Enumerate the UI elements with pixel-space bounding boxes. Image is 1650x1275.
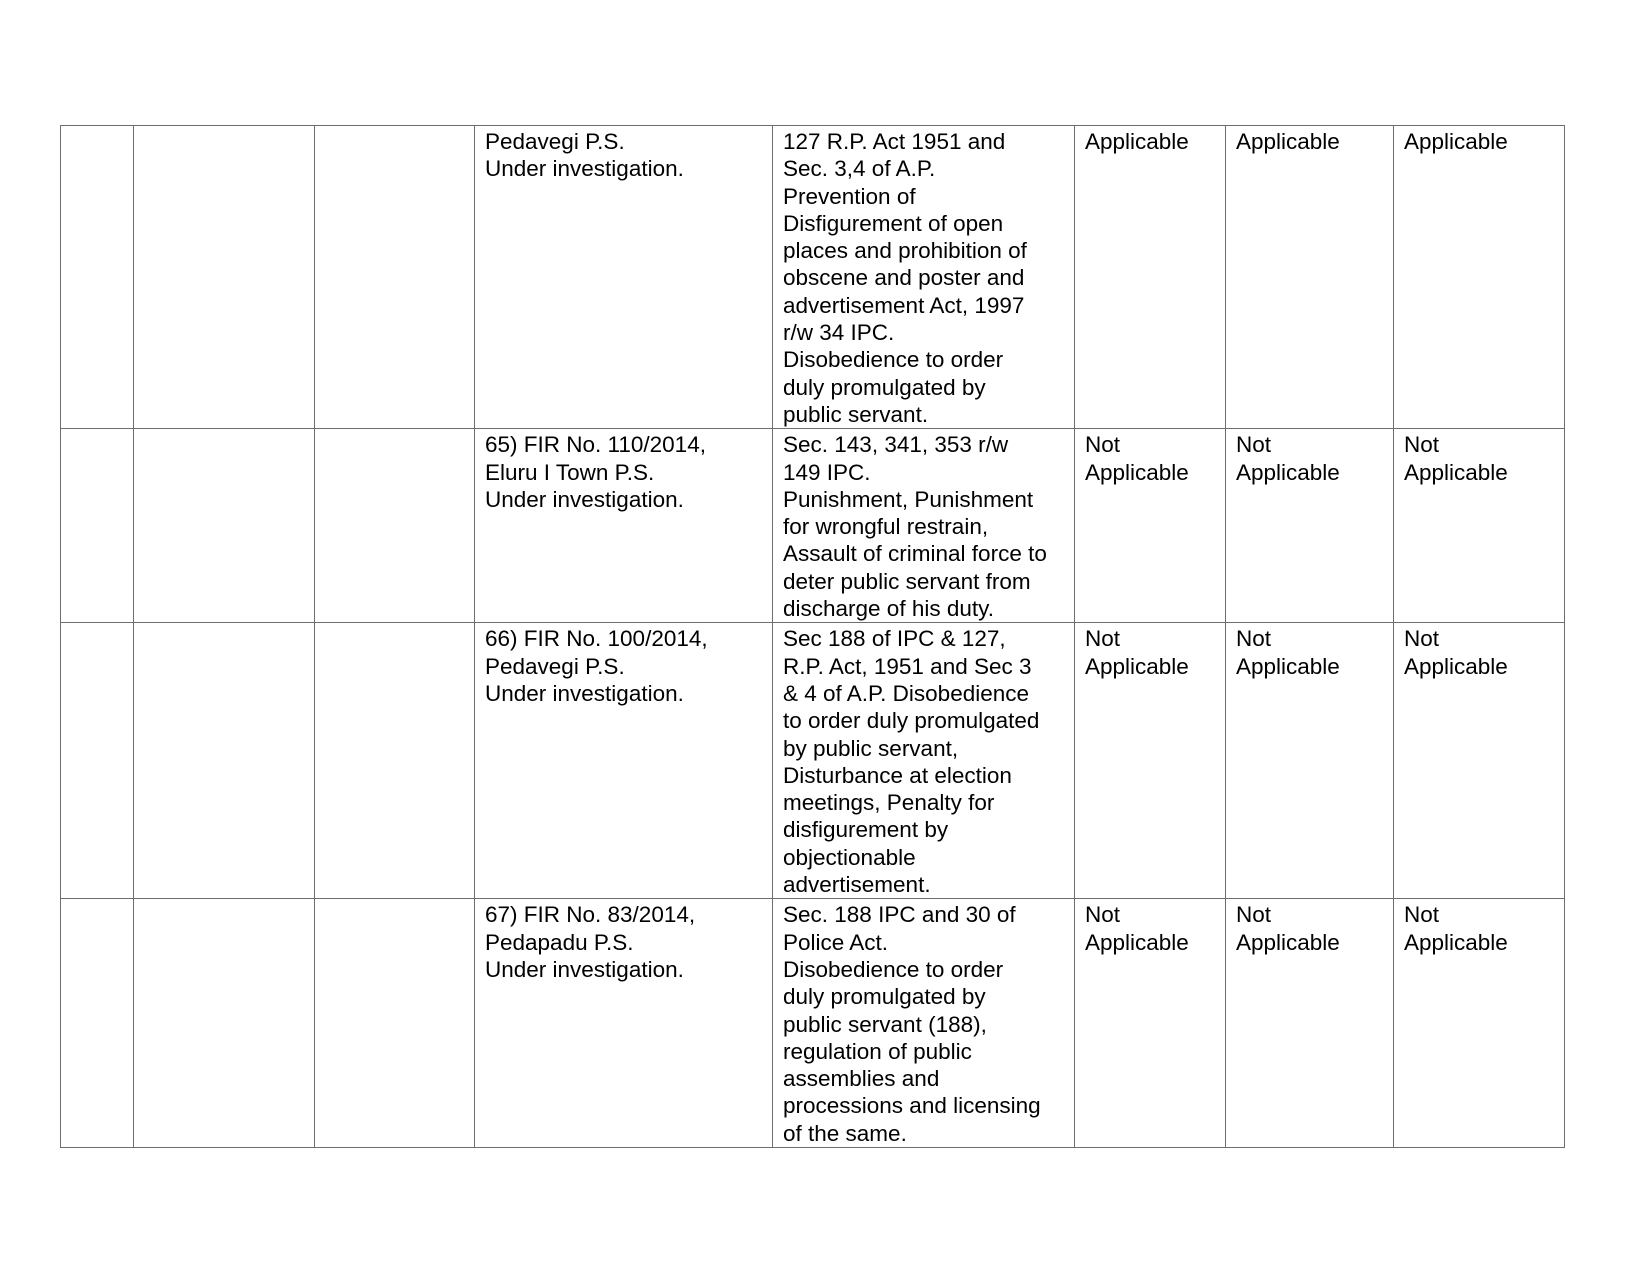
- case-cell: [475, 126, 773, 429]
- cell-text-line: Under investigation.: [485, 486, 684, 512]
- cell-text-line: 65) FIR No. 110/2014,: [485, 432, 706, 458]
- cell-text-line: Punishment, Punishment: [783, 486, 1034, 512]
- sections-cell: [773, 899, 1075, 1148]
- status-cell-1: [1075, 623, 1226, 899]
- status-cell-2: [1226, 899, 1394, 1148]
- cell-text-line: Sec. 3,4 of A.P.: [783, 156, 936, 182]
- sections-cell: [773, 429, 1075, 623]
- cell-text-line: by public servant,: [783, 735, 959, 761]
- cell-text-line: duly promulgated by: [783, 984, 986, 1010]
- cell-text-line: Disturbance at election: [783, 762, 1012, 788]
- cell-text-line: of the same.: [783, 1120, 907, 1146]
- cell-text-line: Not: [1236, 432, 1272, 458]
- cell-text-line: Eluru I Town P.S.: [485, 459, 655, 485]
- cell-text-line: advertisement.: [783, 872, 931, 898]
- cell-text-line: Applicable: [1404, 459, 1508, 485]
- details-cell: [315, 429, 475, 623]
- name-cell: [134, 899, 315, 1148]
- cell-text-line: r/w 34 IPC.: [783, 320, 895, 346]
- cell-text-line: Applicable: [1085, 653, 1189, 679]
- cell-text-line: Sec. 188 IPC and 30 of: [783, 902, 1016, 928]
- status-cell-1: [1075, 126, 1226, 429]
- details-cell: [315, 899, 475, 1148]
- cell-text-line: & 4 of A.P. Disobedience: [783, 680, 1030, 706]
- cell-text-line: Not: [1236, 902, 1272, 928]
- cell-text-line: Applicable: [1404, 929, 1508, 955]
- cell-text-line: Applicable: [1404, 129, 1508, 154]
- cell-text-line: Applicable: [1085, 129, 1189, 154]
- cell-text-line: disfigurement by: [783, 817, 949, 843]
- status-cell-1: [1075, 899, 1226, 1148]
- cell-text-line: Disobedience to order: [783, 347, 1004, 373]
- cell-text-line: Disobedience to order: [783, 956, 1004, 982]
- case-cell: [475, 429, 773, 623]
- serial-cell: [61, 126, 134, 429]
- cell-text-line: Not: [1404, 432, 1440, 458]
- cell-text-line: Pedavegi P.S.: [485, 653, 625, 679]
- cell-text-line: meetings, Penalty for: [783, 790, 995, 816]
- cell-text-line: Not: [1085, 902, 1121, 928]
- status-cell-3: [1394, 429, 1565, 623]
- serial-cell: [61, 899, 134, 1148]
- status-cell-3: [1394, 126, 1565, 429]
- details-cell: [315, 126, 475, 429]
- cell-text-line: Applicable: [1085, 459, 1189, 485]
- cell-text-line: public servant.: [783, 401, 929, 427]
- status-cell-3: [1394, 899, 1565, 1148]
- cell-text-line: Disfigurement of open: [783, 210, 1004, 236]
- cell-text-line: Police Act.: [783, 929, 889, 955]
- cell-text-line: Under investigation.: [485, 156, 684, 182]
- cell-text-line: places and prohibition of: [783, 238, 1027, 264]
- cell-text-line: Not: [1404, 626, 1440, 652]
- cell-text-line: Applicable: [1236, 459, 1340, 485]
- cell-text-line: Not: [1404, 902, 1440, 928]
- cell-text-line: Not: [1085, 626, 1121, 652]
- cell-text-line: Applicable: [1404, 653, 1508, 679]
- cell-text-line: Sec. 143, 341, 353 r/w: [783, 432, 1009, 458]
- status-cell-3: [1394, 623, 1565, 899]
- status-cell-2: [1226, 623, 1394, 899]
- cell-text-line: Applicable: [1236, 929, 1340, 955]
- cell-text-line: assemblies and: [783, 1066, 940, 1092]
- cell-text-line: 66) FIR No. 100/2014,: [485, 626, 708, 652]
- cell-text-line: to order duly promulgated: [783, 708, 1040, 734]
- cell-text-line: obscene and poster and: [783, 265, 1025, 291]
- cell-text-line: Sec 188 of IPC & 127,: [783, 626, 1006, 652]
- cell-text-line: Applicable: [1085, 929, 1189, 955]
- status-cell-2: [1226, 429, 1394, 623]
- cell-text-line: Applicable: [1236, 653, 1340, 679]
- cell-text-line: regulation of public: [783, 1038, 972, 1064]
- table-row: [61, 126, 1565, 429]
- cell-text-line: duly promulgated by: [783, 374, 986, 400]
- cell-text-line: Applicable: [1236, 129, 1340, 154]
- serial-cell: [61, 623, 134, 899]
- status-cell-1: [1075, 429, 1226, 623]
- table-row: [61, 429, 1565, 623]
- cell-text-line: 127 R.P. Act 1951 and: [783, 129, 1006, 154]
- case-cell: [475, 623, 773, 899]
- cell-text-line: Prevention of: [783, 183, 916, 209]
- name-cell: [134, 623, 315, 899]
- cell-text-line: objectionable: [783, 844, 916, 870]
- cell-text-line: Pedavegi P.S.: [485, 129, 625, 154]
- cell-text-line: Not: [1085, 432, 1121, 458]
- cell-text-line: processions and licensing: [783, 1093, 1041, 1119]
- case-cell: [475, 899, 773, 1148]
- cell-text-line: Assault of criminal force to: [783, 541, 1047, 567]
- cases-table: [60, 125, 1565, 1148]
- cell-text-line: Pedapadu P.S.: [485, 929, 634, 955]
- cell-text-line: deter public servant from: [783, 568, 1031, 594]
- cell-text-line: for wrongful restrain,: [783, 514, 989, 540]
- table-row: [61, 623, 1565, 899]
- name-cell: [134, 429, 315, 623]
- sections-cell: [773, 126, 1075, 429]
- cases-table-body: [61, 126, 1565, 1148]
- serial-cell: [61, 429, 134, 623]
- cell-text-line: public servant (188),: [783, 1011, 987, 1037]
- details-cell: [315, 623, 475, 899]
- cell-text-line: advertisement Act, 1997: [783, 292, 1025, 318]
- cell-text-line: 67) FIR No. 83/2014,: [485, 902, 696, 928]
- table-row: [61, 899, 1565, 1148]
- cell-text-line: Under investigation.: [485, 956, 684, 982]
- cell-text-line: discharge of his duty.: [783, 596, 994, 622]
- cell-text-line: 149 IPC.: [783, 459, 871, 485]
- cell-text-line: Not: [1236, 626, 1272, 652]
- cell-text-line: R.P. Act, 1951 and Sec 3: [783, 653, 1032, 679]
- name-cell: [134, 126, 315, 429]
- status-cell-2: [1226, 126, 1394, 429]
- sections-cell: [773, 623, 1075, 899]
- cell-text-line: Under investigation.: [485, 680, 684, 706]
